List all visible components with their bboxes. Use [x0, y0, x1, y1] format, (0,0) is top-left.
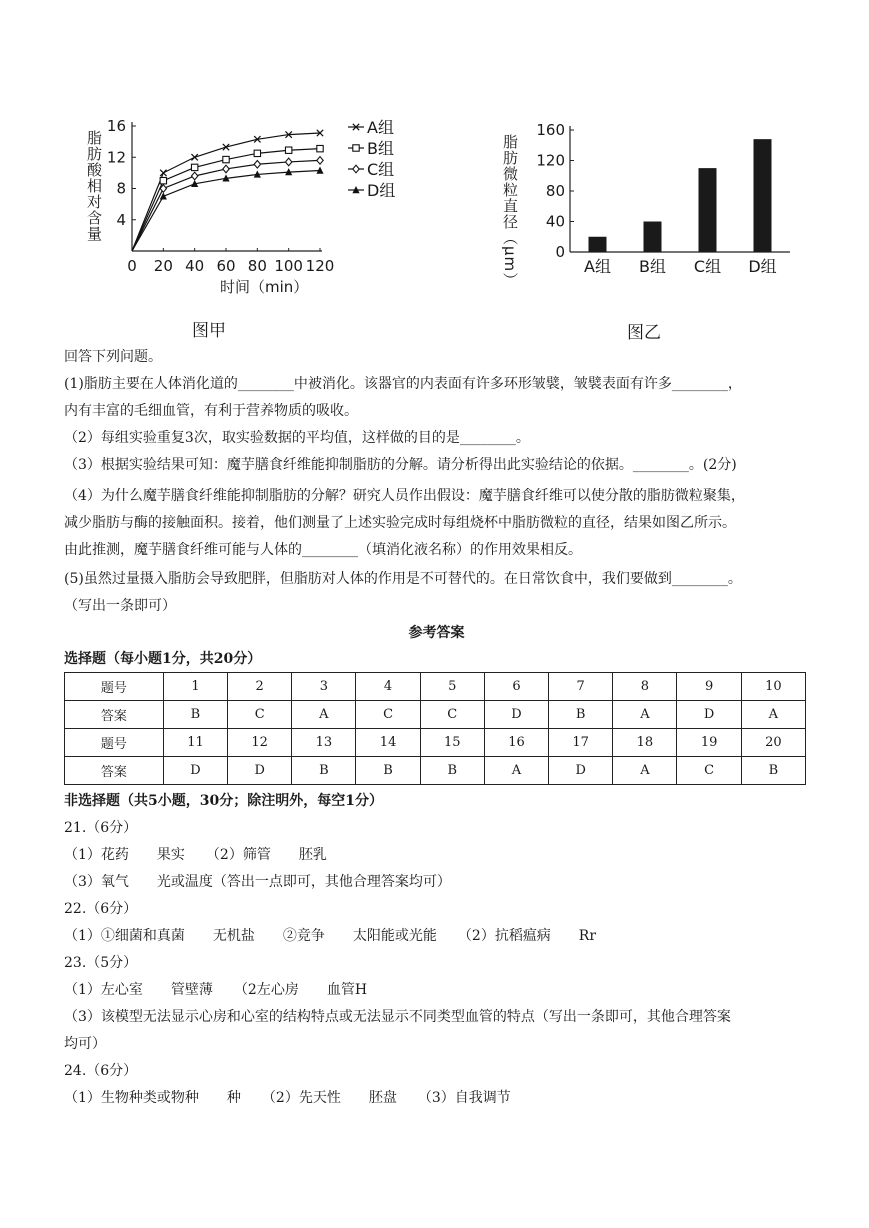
- table-cell: 10: [741, 673, 805, 701]
- nonchoice-heading: 非选择题（共5小题，30分；除注明外，每空1分）: [64, 793, 383, 809]
- point: [353, 165, 359, 173]
- y-tick-label: 8: [116, 179, 126, 198]
- question-line: （2）每组实验重复3次，取实验数据的平均值，这样做的目的是________。: [64, 430, 530, 446]
- point: [285, 158, 291, 166]
- table-cell: 15: [420, 729, 484, 757]
- y-tick-label: 40: [545, 212, 565, 231]
- table-cell: D: [484, 701, 548, 729]
- x-tick-label: 80: [247, 257, 267, 275]
- table-cell: B: [741, 757, 805, 785]
- point: [223, 165, 229, 173]
- table-cell: 12: [228, 729, 292, 757]
- question-line: 由此推测，魔芋膳食纤维可能与人体的________（填消化液名称）的作用效果相反。: [64, 542, 582, 558]
- table-cell: 20: [741, 729, 805, 757]
- table-cell: 5: [420, 673, 484, 701]
- answer-table: [64, 672, 806, 785]
- x-tick-label: C组: [693, 257, 722, 276]
- answer-line: （1）花药 果实 （2）筛管 胚乳: [64, 847, 327, 863]
- table-row: [65, 673, 806, 701]
- bar: [644, 222, 662, 253]
- x-tick-label: 120: [305, 257, 335, 275]
- point: [254, 160, 260, 168]
- table-cell: C: [228, 701, 292, 729]
- y-tick-label: 0: [555, 243, 565, 261]
- point: [285, 147, 291, 153]
- figure-caption-jia: 图甲: [192, 321, 226, 341]
- table-cell: 2: [228, 673, 292, 701]
- row-header-cell: 题号: [65, 729, 164, 757]
- answer-line: （1）①细菌和真菌 无机盐 ②竞争 太阳能或光能 （2）抗稻瘟病 Rr: [64, 928, 597, 944]
- point: [191, 172, 197, 180]
- question-line: （写出一条即可）: [64, 598, 176, 614]
- answer-line: （1）生物种类或物种 种 （2）先天性 胚盘 （3）自我调节: [64, 1090, 511, 1106]
- row-header-cell: 答案: [65, 701, 164, 729]
- table-cell: 1: [163, 673, 227, 701]
- bar: [589, 237, 607, 252]
- answer-line: 均可）: [64, 1036, 106, 1052]
- table-cell: 19: [677, 729, 741, 757]
- bar: [699, 168, 717, 252]
- point: [317, 157, 323, 165]
- question-line: （3）根据实验结果可知：魔芋膳食纤维能抑制脂肪的分解。请分析得出此实验结论的依据。________。(2分): [64, 457, 737, 473]
- table-cell: 17: [549, 729, 613, 757]
- table-cell: 14: [356, 729, 420, 757]
- table-cell: B: [163, 701, 227, 729]
- table-cell: D: [549, 757, 613, 785]
- answer-line: （3）该模型无法显示心房和心室的结构特点或无法显示不同类型血管的特点（写出一条即可，其他合理答案: [64, 1009, 731, 1025]
- x-tick-label: 20: [153, 257, 173, 275]
- table-cell: A: [484, 757, 548, 785]
- question-line: （4）为什么魔芋膳食纤维能抑制脂肪的分解？研究人员作出假设：魔芋膳食纤维可以使分散的脂肪微粒聚集，: [64, 488, 745, 504]
- bar-chart-ylabel: 脂肪微粒直径（μm）: [501, 134, 519, 289]
- table-cell: D: [228, 757, 292, 785]
- point: [191, 154, 197, 160]
- question-line: (5)虽然过量摄入脂肪会导致肥胖，但脂肪对人体的作用是不可替代的。在日常饮食中，我们要做到________。: [64, 571, 742, 587]
- table-cell: C: [356, 701, 420, 729]
- y-tick-label: 80: [545, 182, 565, 200]
- table-cell: 6: [484, 673, 548, 701]
- y-tick-label: 12: [106, 148, 126, 167]
- table-cell: A: [613, 757, 677, 785]
- table-cell: 13: [292, 729, 356, 757]
- table-cell: B: [420, 757, 484, 785]
- legend-label: C组: [367, 160, 395, 179]
- y-tick-label: 120: [536, 151, 565, 170]
- legend-label: A组: [367, 118, 394, 137]
- line-chart-series: [132, 130, 324, 251]
- table-cell: D: [677, 701, 741, 729]
- row-header-cell: 题号: [65, 673, 164, 701]
- table-cell: 8: [613, 673, 677, 701]
- x-tick-label: 0: [127, 257, 137, 275]
- table-cell: B: [292, 757, 356, 785]
- bar-chart: [500, 112, 800, 292]
- table-row: [65, 701, 806, 729]
- point: [160, 177, 166, 183]
- table-cell: B: [549, 701, 613, 729]
- answer-line: 23.（5分）: [64, 955, 138, 971]
- line-chart-legend: [348, 118, 395, 200]
- table-cell: A: [292, 701, 356, 729]
- line-chart-xlabel: 时间（min）: [220, 278, 309, 296]
- table-cell: 3: [292, 673, 356, 701]
- table-cell: 7: [549, 673, 613, 701]
- x-tick-label: 40: [185, 257, 205, 275]
- line-chart-ylabel: 脂肪酸相对含量: [85, 130, 103, 242]
- x-tick-label: B组: [639, 257, 666, 276]
- figure-caption-yi: 图乙: [627, 323, 661, 343]
- answers-title: 参考答案: [408, 625, 465, 641]
- table-cell: 18: [613, 729, 677, 757]
- table-cell: 9: [677, 673, 741, 701]
- answer-line: （3）氧气 光或温度（答出一点即可，其他合理答案均可）: [64, 874, 451, 890]
- x-tick-label: 100: [274, 257, 303, 275]
- table-cell: 16: [484, 729, 548, 757]
- table-cell: B: [356, 757, 420, 785]
- bar-chart-axes: [536, 121, 790, 276]
- answer-line: 21.（6分）: [64, 820, 138, 836]
- table-cell: 4: [356, 673, 420, 701]
- point: [160, 170, 166, 176]
- point: [254, 150, 260, 156]
- row-header-cell: 答案: [65, 757, 164, 785]
- x-tick-label: D组: [748, 257, 777, 276]
- x-tick-label: 60: [216, 257, 236, 275]
- table-cell: 11: [163, 729, 227, 757]
- legend-label: D组: [367, 181, 396, 200]
- answer-line: 22.（6分）: [64, 901, 138, 917]
- bar-chart-bars: [589, 139, 772, 252]
- table-cell: C: [420, 701, 484, 729]
- table-cell: D: [163, 757, 227, 785]
- answer-line: 24.（6分）: [64, 1063, 138, 1079]
- y-tick-label: 160: [536, 121, 565, 139]
- y-tick-label: 16: [106, 117, 126, 135]
- point: [223, 156, 229, 162]
- question-line: 回答下列问题。: [64, 349, 162, 365]
- line-chart-axes: [107, 117, 334, 275]
- question-line: 减少脂肪与酶的接触面积。接着，他们测量了上述实验完成时每组烧杯中脂肪微粒的直径，结果如图乙所示。: [64, 515, 736, 531]
- table-cell: C: [677, 757, 741, 785]
- point: [353, 145, 359, 151]
- x-tick-label: A组: [584, 257, 611, 276]
- choice-heading: 选择题（每小题1分，共20分）: [64, 651, 262, 667]
- table-row: [65, 757, 806, 785]
- line-chart: [80, 112, 420, 302]
- table-row: [65, 729, 806, 757]
- y-tick-label: 4: [116, 210, 126, 229]
- question-line: (1)脂肪主要在人体消化道的________中被消化。该器官的内表面有许多环形皱襞，皱襞表面有许多________，: [64, 376, 742, 392]
- table-cell: A: [613, 701, 677, 729]
- table-cell: A: [741, 701, 805, 729]
- series-line: [132, 160, 320, 251]
- series-line: [132, 149, 320, 251]
- bar: [754, 139, 772, 252]
- answer-line: （1）左心室 管壁薄 （2左心房 血管H: [64, 982, 368, 998]
- legend-label: B组: [367, 139, 394, 158]
- question-line: 内有丰富的毛细血管，有利于营养物质的吸收。: [64, 403, 358, 419]
- point: [191, 164, 197, 170]
- point: [317, 145, 323, 151]
